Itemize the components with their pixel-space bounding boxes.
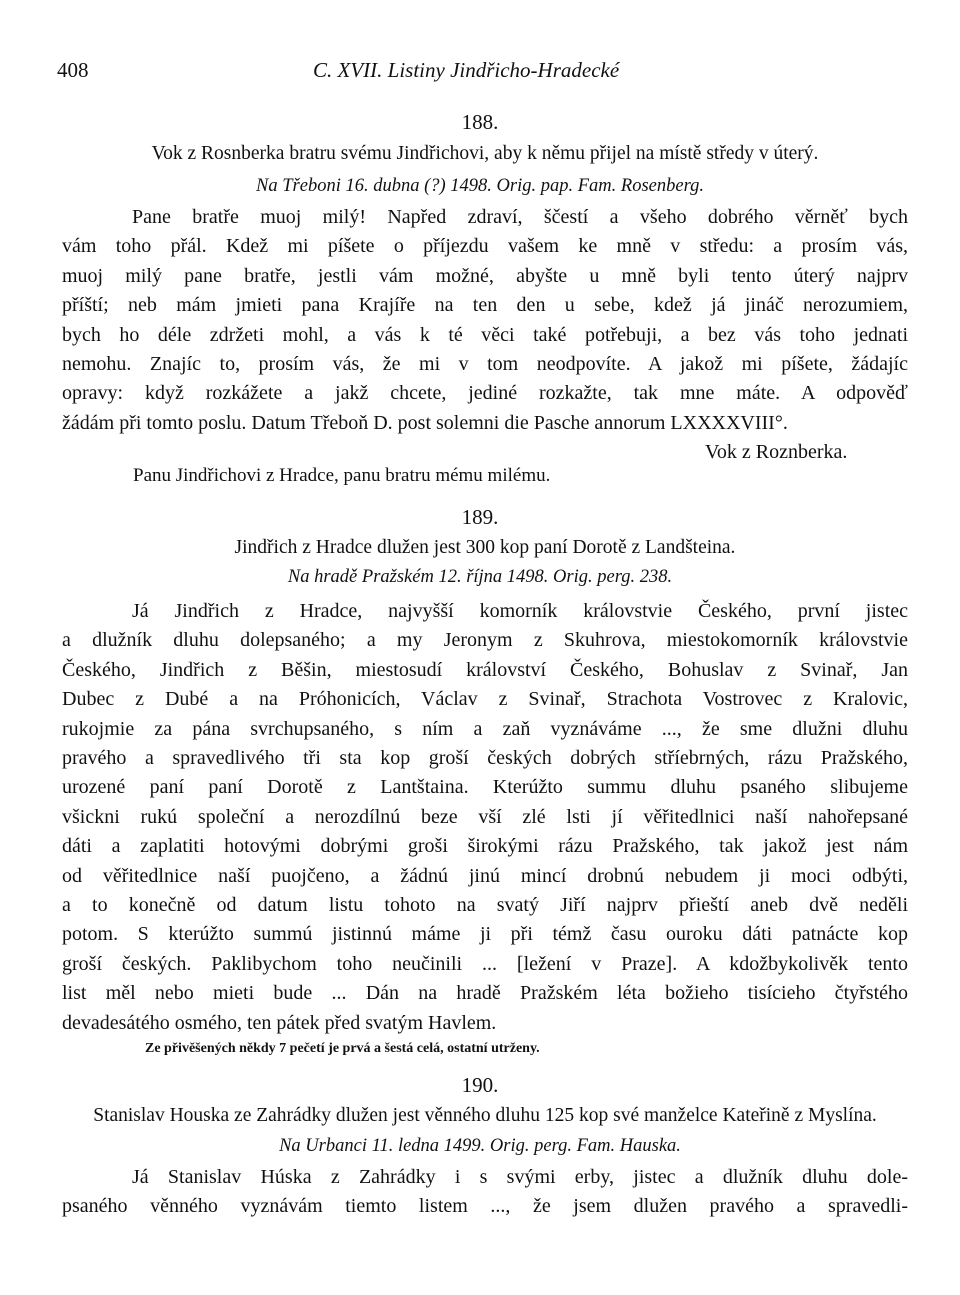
text-line: a dlužník dluhu dolepsaného; a my Jeronym z Skuhrova, miestokomorník královstvie (62, 629, 908, 652)
text-line: Dubec z Dubé a na Próhonicích, Václav z Svinař, Strachota Vostrovec z Kralovic, (62, 688, 908, 711)
text-line: muoj milý pane bratře, jestli vám možné, abyšte u mně byli tento úterý najprv (62, 264, 908, 287)
text-line: rukojmie za pána svrchupsaného, s ním a zaň vyznáváme ..., že sme dlužni dluhu (62, 717, 908, 740)
text-line: Pane bratře muoj milý! Napřed zdraví, ščestí a všeho dobrého věrněť bych (132, 206, 908, 228)
document-source-190: Na Urbanci 11. ledna 1499. Orig. perg. Fam. Hauska. (279, 1136, 681, 1156)
text-line: opravy: když rozkážete a jakž chcete, jediné rozkažte, tak mne máte. A odpověď (62, 382, 908, 405)
text-line: urozené paní paní Dorotě z Lantštaina. Kterúžto summu dluhu psaného slibujeme (62, 776, 908, 799)
text-line: Českého, Jindřich z Běšin, miestosudí království Českého, Bohuslav z Svinař, Jan (62, 658, 908, 681)
text-line: pravého a spravedlivého tři sta kop groší českých dobrých stříebrných, rázu Pražského, (62, 747, 908, 770)
document-text-188 (62, 203, 908, 438)
text-line: žádám při tomto poslu. Datum Třeboň D. post solemni die Pasche annorum LXXXXVIII°. (62, 411, 788, 434)
document-address-188: Panu Jindřichovi z Hradce, panu bratru mému milému. (133, 465, 551, 486)
document-text-189 (62, 597, 908, 1038)
text-line: příští; neb mám jmieti pana Krajíře na ten den u sebe, kdež já jináč nerozumiem, (62, 294, 908, 317)
document-signature-188: Vok z Roznberka. (705, 441, 848, 463)
page-header (0, 58, 960, 84)
text-line: groší českých. Paklibychom toho neučinili ... [ležení v Praze]. A kdožbykolivěk tento (62, 952, 908, 975)
text-line: nemohu. Znajíc to, prosím vás, že mi v tom neodpovíte. A jakož mi píšete, žádajíc (62, 353, 908, 376)
page-number: 408 (57, 58, 89, 82)
document-regest-189: Jindřich z Hradce dlužen jest 300 kop paní Dorotě z Landšteina. (234, 537, 736, 558)
document-text-190 (62, 1163, 908, 1222)
text-line: devadesátého osmého, ten pátek před svatým Havlem. (62, 1011, 497, 1034)
text-line: psaného věnného vyznávám tiemto listem ..., že jsem dlužen pravého a spravedli- (62, 1195, 908, 1218)
text-line: bych ho déle zdržeti mohl, a vás k té věci také potřebuji, a bez vás toho jednati (62, 323, 908, 346)
running-title: C. XVII. Listiny Jindřicho-Hradecké (313, 58, 620, 82)
document-number-190: 190. (461, 1073, 499, 1097)
document-footnote-189: Ze přivěšených někdy 7 pečetí je prvá a šestá celá, ostatní utrženy. (145, 1041, 540, 1056)
document-source-188: Na Třeboni 16. dubna (?) 1498. Orig. pap. Fam. Rosenberg. (256, 176, 704, 196)
document-regest-190: Stanislav Houska ze Zahrádky dlužen jest věnného dluhu 125 kop své manželce Kateřině z Myslína. (93, 1105, 877, 1126)
text-line: vám toho přál. Kdež mi píšete o příjezdu vašem ke mně v středu: a prosím vás, (62, 235, 908, 258)
text-line: a to konečně od datum listu tohoto na svatý Jiří najprv přieští aneb dvě neděli (62, 894, 908, 917)
document-source-189: Na hradě Pražském 12. října 1498. Orig. perg. 238. (287, 567, 673, 587)
document-regest-188: Vok z Rosnberka bratru svému Jindřichovi, aby k němu přijel na místě středy v úterý. (151, 143, 819, 164)
document-number-189: 189. (461, 505, 499, 529)
text-line: Já Stanislav Húska z Zahrádky i s svými erby, jistec a dlužník dluhu dole- (132, 1166, 908, 1188)
text-line: od věřitedlnice naší puojčeno, a žádnú jinú mincí drobnú nebudem ji moci odbýti, (62, 864, 908, 887)
text-line: dáti a zaplatiti hotovými dobrými groši širokými rázu Pražského, tak jakož jest nám (62, 835, 908, 858)
document-number-188: 188. (461, 110, 499, 134)
text-line: list měl nebo mieti bude ... Dán na hradě Pražském léta božieho tisícieho čtyřstého (62, 982, 908, 1005)
text-line: Já Jindřich z Hradce, najvyšší komorník královstvie Českého, první jistec (132, 600, 908, 622)
text-line: všickni rukú společní a nerozdílnú beze vší zlé lsti jí věřitedlnici naší nahořepsané (62, 805, 908, 828)
text-line: potom. S kterúžto summú jistinnú máme ji při témž času ouroku dáti patnácte kop (62, 923, 908, 946)
